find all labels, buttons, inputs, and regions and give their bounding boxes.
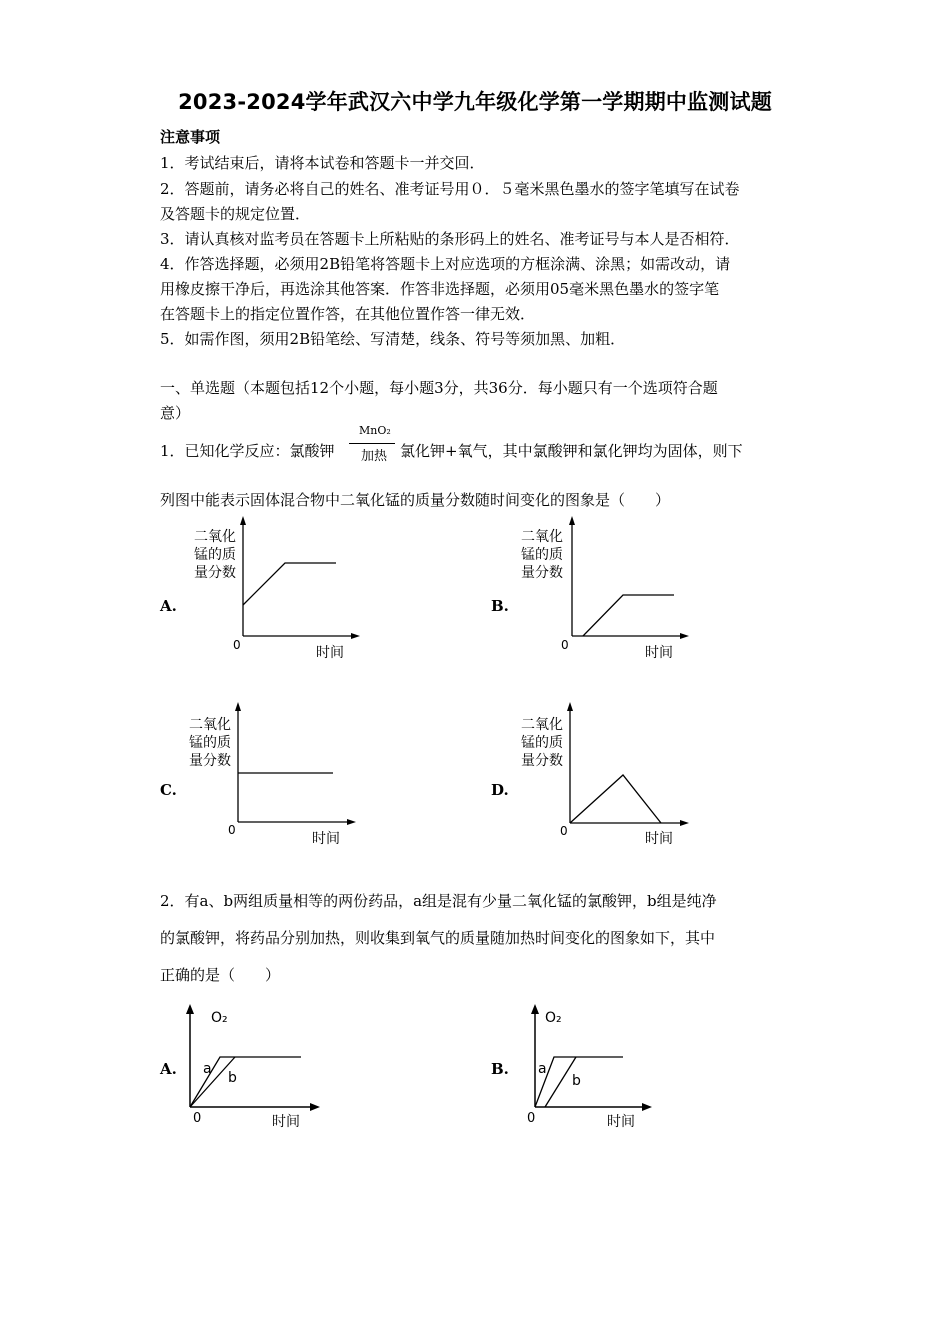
reaction-condition bbox=[349, 424, 397, 462]
y-label: 量分数 bbox=[521, 565, 563, 581]
x-axis-arrow bbox=[347, 819, 356, 825]
section-heading-cont: 意） bbox=[160, 404, 191, 422]
notice-line: 1．考试结束后，请将本试卷和答题卡一并交回． bbox=[160, 154, 485, 172]
y-label: 量分数 bbox=[189, 753, 231, 769]
q2-graph-b bbox=[514, 1000, 674, 1140]
x-axis-arrow bbox=[310, 1103, 320, 1111]
y-label: 二氧化 bbox=[521, 717, 563, 733]
q2-option-b[interactable]: B. bbox=[491, 1060, 509, 1078]
notice-heading: 注意事项 bbox=[160, 128, 221, 146]
data-curve bbox=[583, 595, 674, 636]
q1-option-c[interactable]: C. bbox=[160, 781, 177, 799]
y-axis-arrow bbox=[240, 516, 246, 525]
q2-stem-line1: 2．有a、b两组质量相等的两份药品，a组是混有少量二氧化锰的氯酸钾，b组是纯净 bbox=[160, 892, 717, 910]
y-label: O₂ bbox=[211, 1010, 228, 1026]
y-axis-arrow bbox=[235, 702, 241, 711]
x-label: 时间 bbox=[272, 1114, 300, 1130]
origin-label: 0 bbox=[527, 1111, 536, 1126]
origin-label: 0 bbox=[561, 638, 569, 652]
q1-option-d[interactable]: D. bbox=[491, 781, 509, 799]
data-curve bbox=[243, 563, 336, 605]
x-label: 时间 bbox=[645, 831, 673, 847]
y-label: 锰的质 bbox=[521, 735, 563, 751]
y-label: 二氧化 bbox=[194, 529, 236, 545]
y-label: 二氧化 bbox=[521, 529, 563, 545]
x-label: 时间 bbox=[607, 1114, 635, 1130]
q1-graph-c bbox=[176, 700, 376, 850]
notice-line: 2．答题前，请务必将自己的姓名、准考证号用０．５毫米黑色墨水的签字笔填写在试卷 bbox=[160, 180, 740, 198]
x-axis-arrow bbox=[351, 633, 360, 639]
y-label: 量分数 bbox=[521, 753, 563, 769]
x-label: 时间 bbox=[312, 831, 340, 847]
curve-a-label: a bbox=[538, 1061, 547, 1077]
q2-graph-a bbox=[180, 1000, 340, 1140]
origin-label: 0 bbox=[560, 824, 568, 838]
catalyst-label: MnO₂ bbox=[359, 424, 391, 437]
q1-stem-line2: 列图中能表示固体混合物中二氧化锰的质量分数随时间变化的图象是（ ） bbox=[160, 491, 671, 509]
y-axis-arrow bbox=[569, 516, 575, 525]
notice-line: 4．作答选择题，必须用2B铅笔将答题卡上对应选项的方框涂满、涂黑；如需改动，请 bbox=[160, 255, 731, 273]
notice-line: 3．请认真核对监考员在答题卡上所粘贴的条形码上的姓名、准考证号与本人是否相符． bbox=[160, 230, 740, 248]
q1-graph-b bbox=[509, 515, 709, 665]
x-axis-arrow bbox=[680, 633, 689, 639]
y-axis-arrow bbox=[531, 1004, 539, 1014]
y-axis-arrow bbox=[567, 702, 573, 711]
y-label: 量分数 bbox=[194, 565, 236, 581]
heat-label: 加热 bbox=[361, 449, 388, 464]
y-label: 锰的质 bbox=[189, 735, 231, 751]
q2-stem-line3: 正确的是（ ） bbox=[160, 966, 281, 984]
origin-label: 0 bbox=[233, 638, 241, 652]
q1-option-b[interactable]: B. bbox=[491, 597, 509, 615]
notice-line: 用橡皮擦干净后，再选涂其他答案．作答非选择题，必须用05毫米黑色墨水的签字笔 bbox=[160, 280, 720, 298]
q1-stem-pre: 1．已知化学反应：氯酸钾 bbox=[160, 442, 335, 460]
y-label: 二氧化 bbox=[189, 717, 231, 733]
page-title: 2023-2024学年武汉六中学九年级化学第一学期期中监测试题 bbox=[178, 90, 772, 114]
x-axis-arrow bbox=[680, 820, 689, 826]
notice-line: 及答题卡的规定位置． bbox=[160, 205, 311, 223]
x-label: 时间 bbox=[316, 645, 344, 661]
notice-line: 在答题卡上的指定位置作答，在其他位置作答一律无效． bbox=[160, 305, 536, 323]
y-label: 锰的质 bbox=[521, 547, 563, 563]
notice-line: 5．如需作图，须用2B铅笔绘、写清楚，线条、符号等须加黑、加粗． bbox=[160, 330, 626, 348]
y-axis-arrow bbox=[186, 1004, 194, 1014]
q1-graph-d bbox=[509, 700, 709, 850]
origin-label: 0 bbox=[193, 1111, 202, 1126]
y-label: O₂ bbox=[545, 1010, 562, 1026]
q2-stem-line2: 的氯酸钾，将药品分别加热，则收集到氧气的质量随加热时间变化的图象如下，其中 bbox=[160, 929, 716, 947]
x-axis-arrow bbox=[642, 1103, 652, 1111]
origin-label: 0 bbox=[228, 823, 236, 837]
x-label: 时间 bbox=[645, 645, 673, 661]
reaction-arrow bbox=[349, 443, 395, 444]
q1-stem-post: 氯化钾+氧气，其中氯酸钾和氯化钾均为固体，则下 bbox=[400, 442, 743, 460]
curve-b-label: b bbox=[228, 1070, 237, 1086]
section-heading: 一、单选题（本题包括12个小题，每小题3分，共36分．每小题只有一个选项符合题 bbox=[160, 379, 718, 397]
q1-graph-a bbox=[180, 515, 380, 665]
data-curve bbox=[570, 775, 661, 823]
curve-b-label: b bbox=[572, 1073, 581, 1089]
curve-a-label: a bbox=[203, 1061, 212, 1077]
q1-option-a[interactable]: A. bbox=[160, 597, 177, 615]
q2-option-a[interactable]: A. bbox=[160, 1060, 177, 1078]
y-label: 锰的质 bbox=[194, 547, 236, 563]
